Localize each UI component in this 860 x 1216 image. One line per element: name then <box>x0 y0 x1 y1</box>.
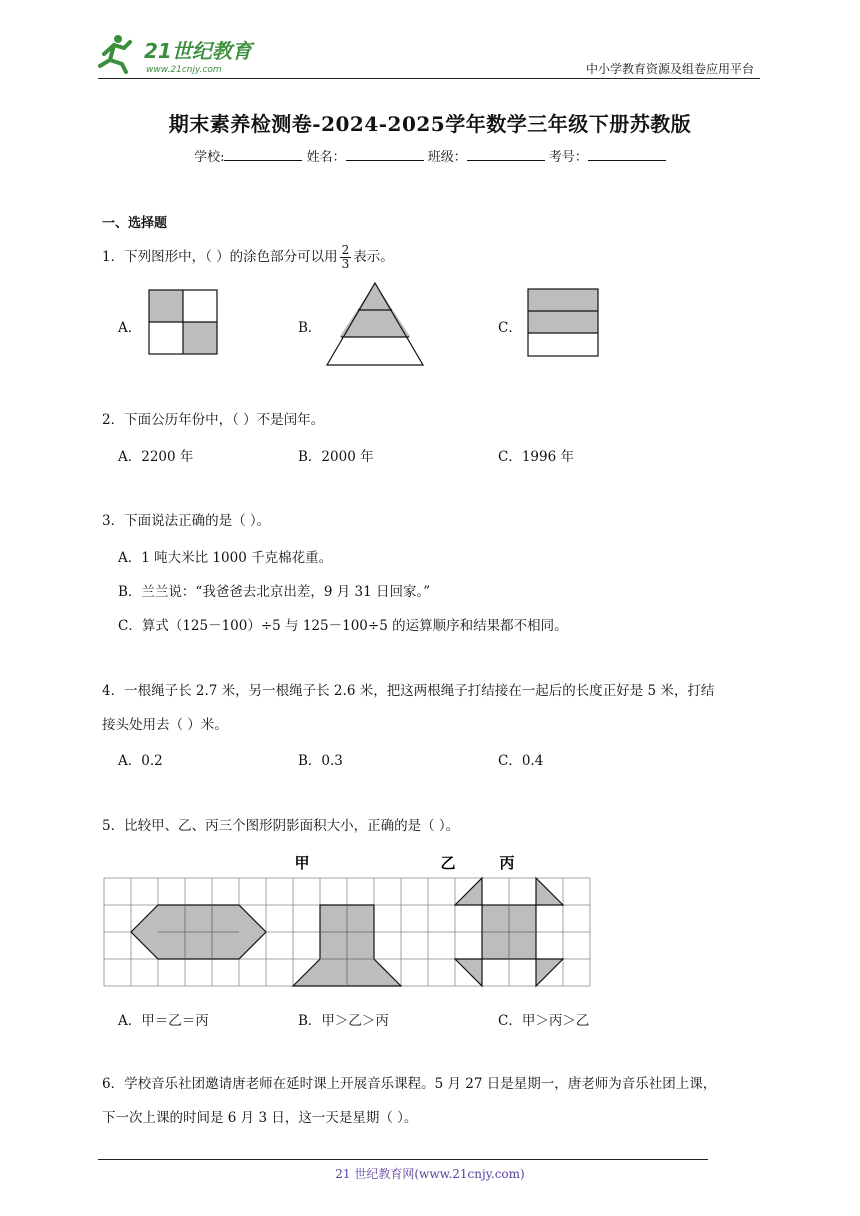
question-4: 4．一根绳子长 2.7 米，另一根绳子长 2.6 米，把这两根绳子打结接在一起后的长度正好是 5 米，打结 接头处用去（ ）米。 <box>102 683 715 733</box>
logo-url: www.21cnjy.com <box>146 65 222 75</box>
logo-text: 21世纪教育 <box>144 39 252 63</box>
question-3: 3．下面说法正确的是（ ）。 <box>102 513 271 529</box>
q1-figure-c <box>527 288 599 358</box>
question-6: 6．学校音乐社团邀请唐老师在延时课上开展音乐课程。5 月 27 日是星期一，唐老师为音乐社团上课， 下一次上课的时间是 6 月 3 日，这一天是星期（ ）。 <box>102 1076 717 1126</box>
name-label: 姓名： <box>306 150 346 165</box>
label-jia: 甲 <box>294 854 310 872</box>
q4-option-c[interactable]: C．0.4 <box>498 753 544 769</box>
number-blank[interactable] <box>588 148 666 161</box>
name-blank[interactable] <box>346 148 424 161</box>
school-blank[interactable] <box>224 148 302 161</box>
number-label: 考号： <box>548 150 588 165</box>
q5-option-a[interactable]: A．甲＝乙＝丙 <box>118 1013 209 1029</box>
q5-option-c[interactable]: C．甲＞丙＞乙 <box>498 1013 590 1029</box>
q4-option-b[interactable]: B．0.3 <box>298 753 343 769</box>
q1-option-b[interactable]: B． <box>298 320 322 336</box>
question-5: 5．比较甲、乙、丙三个图形阴影面积大小，正确的是（ ）。 <box>102 818 460 834</box>
q3-option-b[interactable]: B．兰兰说：“我爸爸去北京出差，9 月 31 日回家。” <box>118 584 431 600</box>
class-blank[interactable] <box>467 148 545 161</box>
q1-option-c[interactable]: C． <box>498 320 522 336</box>
q1-option-a[interactable]: A． <box>118 320 142 336</box>
q5-option-b[interactable]: B．甲＞乙＞丙 <box>298 1013 389 1029</box>
section-heading: 一、选择题 <box>102 216 168 231</box>
q3-option-c[interactable]: C．算式（125－100）÷5 与 125－100÷5 的运算顺序和结果都不相同。 <box>118 618 568 634</box>
page-title: 期末素养检测卷-2024-2025学年数学三年级下册苏教版 <box>168 112 692 136</box>
q2-option-b[interactable]: B．2000 年 <box>298 449 374 465</box>
q1-figure-a <box>148 289 218 355</box>
label-bing: 丙 <box>499 854 515 872</box>
question-1: 1．下列图形中，（ ）的涂色部分可以用 $\frac{2}{3}$ 表示。 <box>102 243 394 271</box>
label-yi: 乙 <box>440 854 456 872</box>
header-rule <box>98 78 760 79</box>
q2-option-a[interactable]: A．2200 年 <box>118 449 194 465</box>
q1-figure-b <box>325 281 425 367</box>
q3-option-a[interactable]: A．1 吨大米比 1000 千克棉花重。 <box>118 550 333 566</box>
class-label: 班级： <box>427 150 467 165</box>
q2-option-c[interactable]: C．1996 年 <box>498 449 574 465</box>
question-2: 2．下面公历年份中，（ ）不是闰年。 <box>102 412 325 428</box>
footer-rule <box>98 1159 708 1160</box>
logo <box>96 30 266 76</box>
platform-name: 中小学教育资源及组卷应用平台 <box>585 62 754 76</box>
student-info <box>0 146 860 165</box>
footer-text[interactable]: 21 世纪教育网(www.21cnjy.com) <box>335 1167 525 1181</box>
q4-option-a[interactable]: A．0.2 <box>118 753 163 769</box>
fraction: $\frac{2}{3}$ <box>341 243 350 271</box>
q5-grid-figure <box>102 850 592 990</box>
runner-icon <box>100 35 130 72</box>
school-label: 学校: <box>194 150 225 165</box>
